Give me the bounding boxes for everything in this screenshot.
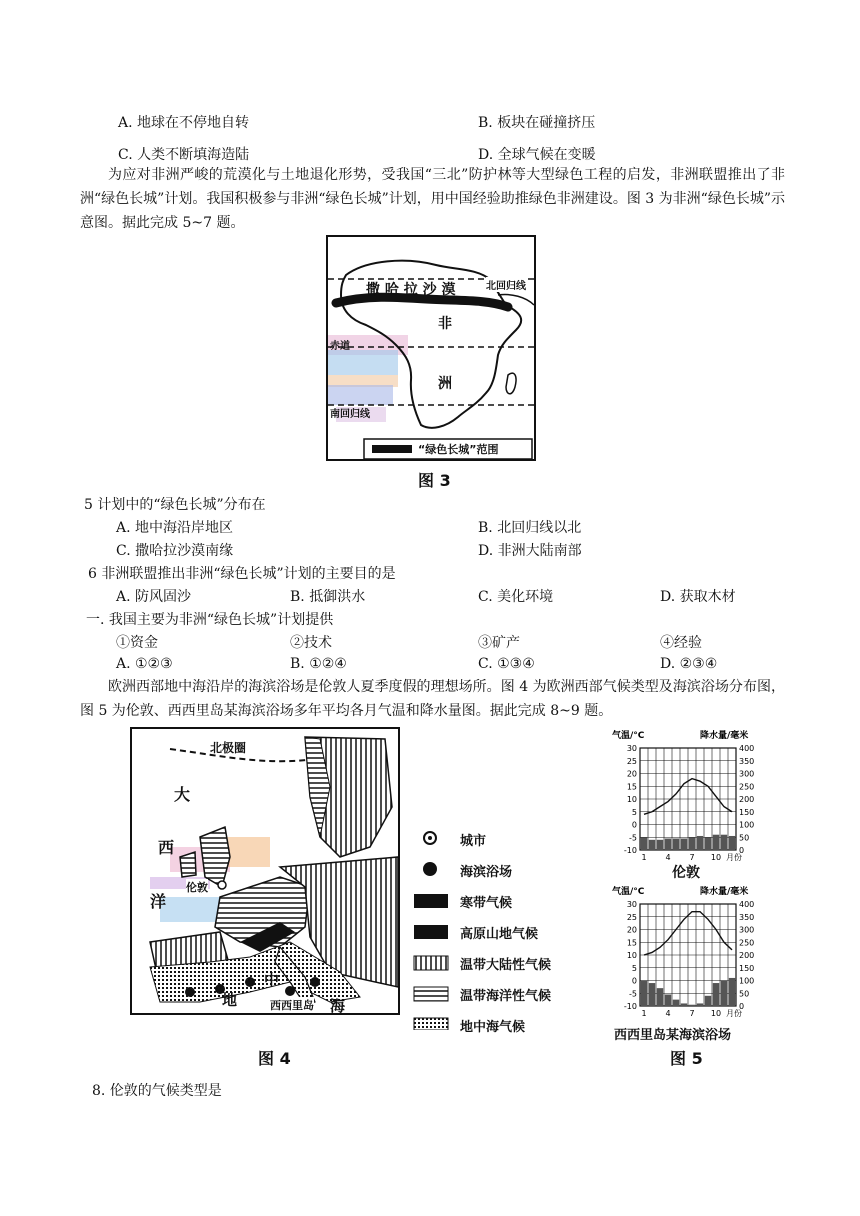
precip-tick-label: 100 <box>739 820 755 830</box>
month-tick-label: 1 <box>641 853 647 862</box>
precip-bar <box>681 1003 687 1006</box>
precip-tick-label: 0 <box>739 1002 745 1011</box>
month-tick-label: 10 <box>710 1009 722 1018</box>
precip-bar <box>689 1005 695 1006</box>
chart2-name: 西西里岛某海滨浴场 <box>614 1028 732 1043</box>
month-tick-label: 7 <box>689 853 695 862</box>
legend-polar: 寒带气候 <box>460 896 513 911</box>
precip-bar <box>689 837 695 850</box>
temp-tick-label: -10 <box>623 846 637 855</box>
precip-bar <box>697 836 703 850</box>
month-unit-label: 月份 <box>726 853 742 862</box>
precip-tick-label: 50 <box>739 989 750 999</box>
legend-continental: 温带大陆性气候 <box>460 958 552 973</box>
month-tick-label: 4 <box>665 853 671 862</box>
q6-option-d: D. 获取木材 <box>660 589 736 605</box>
q6-option-c: C. 美化环境 <box>478 589 554 605</box>
q7-option-b: B. ①②④ <box>290 656 347 672</box>
q5-option-b: B. 北回归线以北 <box>478 520 582 536</box>
q7-item-2: ②技术 <box>290 635 332 651</box>
label-yang: 洋 <box>150 892 167 911</box>
label-london: 伦敦 <box>186 881 208 894</box>
temp-tick-label: 25 <box>626 756 637 766</box>
precip-bar <box>721 835 727 850</box>
label-tropic-capricorn: 南回归线 <box>330 409 370 420</box>
temp-axis-label: 气温/°C <box>612 731 645 741</box>
precip-bar <box>673 839 679 850</box>
q4-option-b: B. 板块在碰撞挤压 <box>478 115 596 131</box>
q5-stem: 5 计划中的“绿色长城”分布在 <box>84 497 266 513</box>
q5-option-d: D. 非洲大陆南部 <box>478 543 582 559</box>
q5-option-a: A. 地中海沿岸地区 <box>116 520 234 536</box>
precip-tick-label: 300 <box>739 925 755 935</box>
temp-tick-label: 5 <box>631 807 637 817</box>
label-tropic-cancer: 北回归线 <box>486 277 526 292</box>
q7-item-1: ①资金 <box>116 635 158 651</box>
label-sicily: 西西里岛 <box>270 999 314 1012</box>
figure-3-caption: 图 3 <box>418 471 451 490</box>
figure-4-map <box>130 727 400 1015</box>
temp-tick-label: 10 <box>626 795 637 804</box>
legend-mediterranean: 地中海气候 <box>460 1020 526 1035</box>
precip-tick-label: 200 <box>739 951 755 960</box>
precip-tick-label: 350 <box>739 912 755 922</box>
q7-option-c: C. ①③④ <box>478 656 535 672</box>
precip-tick-label: 150 <box>739 963 755 973</box>
precip-bar <box>713 835 719 850</box>
label-xi: 西 <box>158 838 175 857</box>
month-tick-label: 1 <box>641 1009 647 1018</box>
q7-item-3: ③矿产 <box>478 635 520 651</box>
precip-bar <box>649 983 655 1006</box>
month-tick-label: 7 <box>689 1009 695 1018</box>
precip-tick-label: 300 <box>739 769 755 779</box>
precip-tick-label: 250 <box>739 782 755 792</box>
label-da: 大 <box>174 785 191 804</box>
label-zhou: 洲 <box>438 376 452 392</box>
temp-tick-label: -5 <box>629 989 637 999</box>
precip-tick-label: 400 <box>739 744 755 753</box>
label-sahara: 撒 哈 拉 沙 漠 <box>366 282 456 298</box>
month-unit-label: 月份 <box>726 1009 742 1018</box>
temp-tick-label: 5 <box>631 963 637 973</box>
precip-axis-label: 降水量/毫米 <box>700 887 749 897</box>
precip-bar <box>649 840 655 850</box>
precip-bar <box>729 978 735 1006</box>
precip-bar <box>641 981 647 1007</box>
legend-city: 城市 <box>460 834 487 849</box>
q4-option-a: A. 地球在不停地自转 <box>118 115 250 131</box>
temp-tick-label: 25 <box>626 912 637 922</box>
temp-tick-label: 20 <box>626 769 637 779</box>
precip-bar <box>673 1000 679 1006</box>
precip-tick-label: 150 <box>739 807 755 817</box>
q7-item-4: ④经验 <box>660 635 702 651</box>
precip-tick-label: 50 <box>739 833 750 843</box>
precip-axis-label: 降水量/毫米 <box>700 731 749 741</box>
precip-bar <box>729 836 735 850</box>
temp-tick-label: -5 <box>629 833 637 843</box>
africa-map <box>326 235 536 461</box>
q7-option-d: D. ②③④ <box>660 656 718 672</box>
precip-tick-label: 100 <box>739 976 755 986</box>
climate-charts <box>612 726 772 1044</box>
temp-tick-label: 10 <box>626 951 637 960</box>
temp-tick-label: 15 <box>626 938 637 948</box>
figure-3 <box>326 235 536 465</box>
precip-bar <box>657 840 663 850</box>
q8-stem: 8. 伦敦的气候类型是 <box>92 1083 222 1099</box>
month-tick-label: 4 <box>665 1009 671 1018</box>
temp-tick-label: 30 <box>626 744 637 753</box>
q6-option-b: B. 抵御洪水 <box>290 589 366 605</box>
legend-resort: 海滨浴场 <box>460 865 513 880</box>
q4-option-d: D. 全球气候在变暖 <box>478 147 596 163</box>
legend-highland: 高原山地气候 <box>460 927 539 942</box>
precip-tick-label: 400 <box>739 900 755 909</box>
legend-green-wall: “绿色长城”范围 <box>418 443 499 456</box>
legend-marine: 温带海洋性气候 <box>460 989 552 1004</box>
label-arctic-circle: 北极圈 <box>210 741 247 755</box>
figure-5 <box>612 726 772 1066</box>
figure-4-caption: 图 4 <box>258 1049 291 1068</box>
figure-4-legend <box>410 830 610 1035</box>
temp-tick-label: 30 <box>626 900 637 909</box>
precip-tick-label: 250 <box>739 938 755 948</box>
figure-5-caption: 图 5 <box>670 1049 703 1068</box>
q7-stem: 一. 我国主要为非洲“绿色长城”计划提供 <box>86 612 334 628</box>
precip-bar <box>641 837 647 850</box>
precip-bar <box>705 996 711 1006</box>
q4-option-c: C. 人类不断填海造陆 <box>118 147 250 163</box>
precip-bar <box>665 995 671 1006</box>
precip-tick-label: 200 <box>739 795 755 804</box>
label-zhong: 中 <box>264 971 280 989</box>
temp-tick-label: -10 <box>623 1002 637 1011</box>
precip-tick-label: 350 <box>739 756 755 766</box>
precip-bar <box>697 1003 703 1006</box>
q6-stem: 6 非洲联盟推出非洲“绿色长城”计划的主要目的是 <box>88 566 396 582</box>
chart1-name: 伦敦 <box>672 865 700 881</box>
precip-bar <box>657 988 663 1006</box>
month-tick-label: 10 <box>710 853 722 862</box>
temp-tick-label: 0 <box>631 820 637 830</box>
precip-bar <box>713 983 719 1006</box>
q6-option-a: A. 防风固沙 <box>116 589 192 605</box>
passage-2: 欧洲西部地中海沿岸的海滨浴场是伦敦人夏季度假的理想场所。图 4 为欧洲西部气候类型及海滨浴场分布图，图 5 为伦敦、西西里岛某海滨浴场多年平均各月气温和降水量图。据此完成 8~9 题。 <box>80 679 785 719</box>
temp-tick-label: 15 <box>626 782 637 792</box>
q5-option-c: C. 撒哈拉沙漠南缘 <box>116 543 234 559</box>
label-equator: 赤道 <box>330 341 350 352</box>
passage-1: 为应对非洲严峻的荒漠化与土地退化形势，受我国“三北”防护林等大型绿色工程的启发，非洲联盟推出了非洲“绿色长城”计划。我国积极参与非洲“绿色长城”计划，用中国经验助推绿色非洲建设。图 3 为非洲“绿色长城”示意图。据此完成 5~7 题。 <box>80 167 785 231</box>
label-fei: 非 <box>438 316 452 332</box>
precip-bar <box>665 839 671 850</box>
label-hai: 海 <box>330 997 346 1015</box>
precip-tick-label: 0 <box>739 846 745 855</box>
precip-bar <box>681 839 687 850</box>
label-di: 地 <box>222 991 238 1009</box>
temp-tick-label: 20 <box>626 925 637 935</box>
temp-tick-label: 0 <box>631 976 637 986</box>
precip-bar <box>721 981 727 1007</box>
q7-option-a: A. ①②③ <box>116 656 173 672</box>
precip-bar <box>705 837 711 850</box>
temp-axis-label: 气温/°C <box>612 887 645 897</box>
